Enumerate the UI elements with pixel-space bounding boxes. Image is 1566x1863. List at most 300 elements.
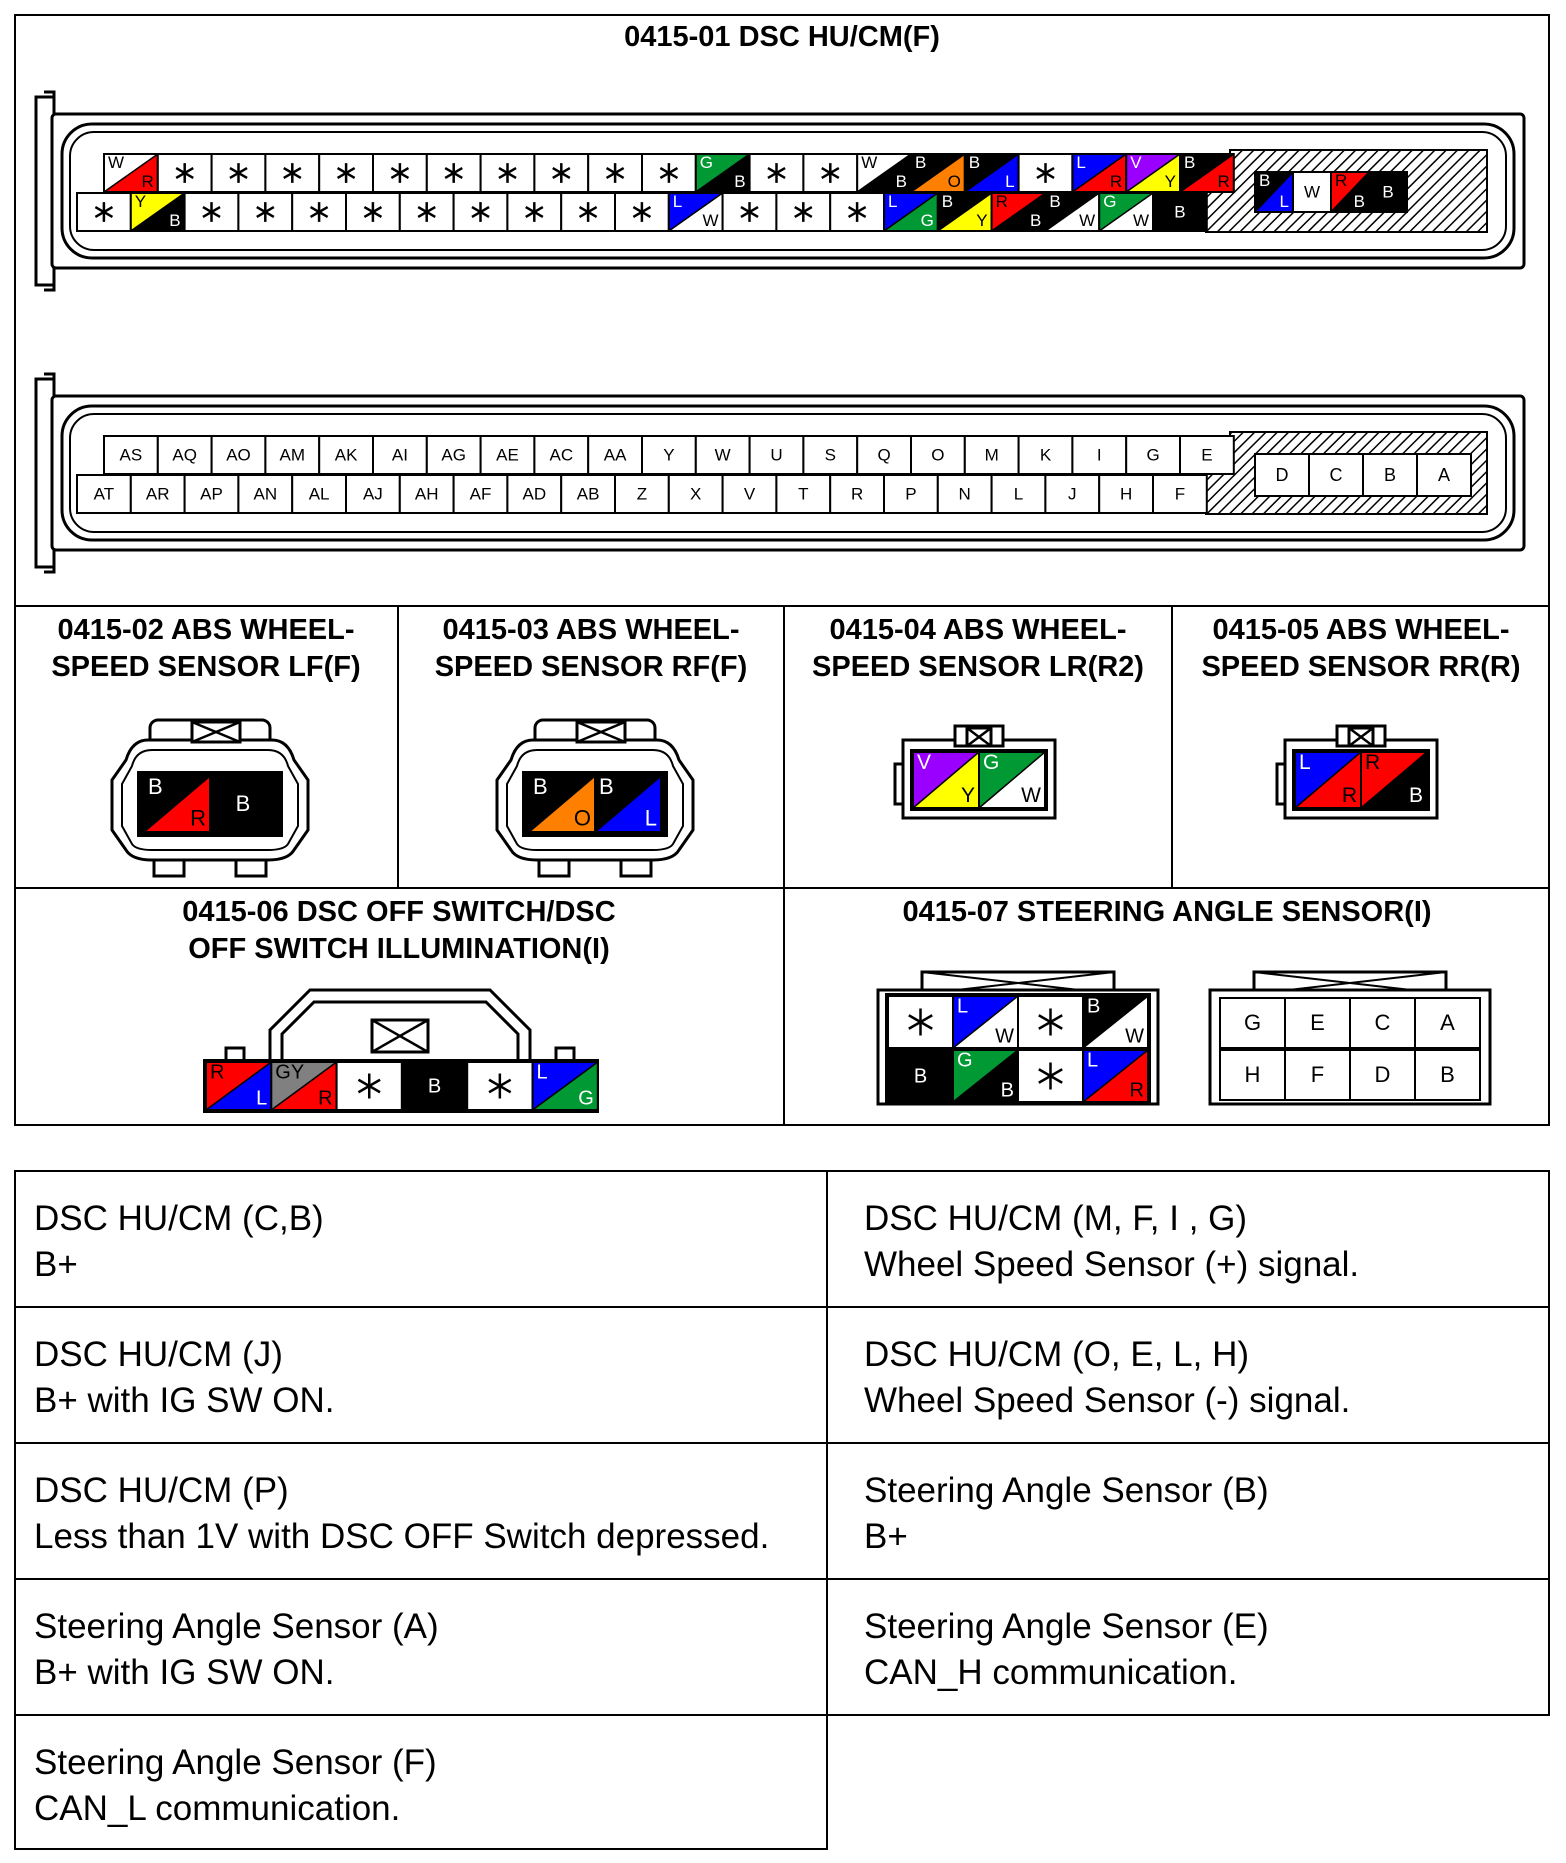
wire-color-label: B (1382, 182, 1394, 202)
c06-title-line2: OFF SWITCH ILLUMINATION(I) (188, 933, 610, 965)
wire-color-label: L (672, 191, 683, 211)
desc-cell (826, 1170, 1550, 1308)
wire-pin (953, 995, 1018, 1048)
pin-number: C (1374, 1009, 1391, 1035)
pin-number: W (714, 445, 731, 465)
pin-number: E (1310, 1009, 1325, 1035)
wire-color-label: L (256, 1087, 268, 1110)
pin-number: AJ (362, 484, 383, 504)
wire-pin (238, 193, 292, 231)
desc-line2: CAN_L communication. (34, 1789, 401, 1828)
wire-color-label: B (1174, 202, 1186, 222)
pin-number-cell (1220, 998, 1285, 1048)
pin-number-cell (857, 436, 911, 474)
wire-color-label: R (210, 1061, 225, 1084)
wire-pin (830, 193, 884, 231)
wire-pin (1295, 751, 1361, 808)
pin-number-cell (992, 475, 1046, 513)
wire-pin (210, 776, 276, 832)
wire-color-label: B (734, 172, 746, 192)
wire-color-label: R (141, 172, 154, 192)
wire-pin (1083, 1049, 1148, 1102)
wire-color-label: B (913, 1065, 928, 1088)
wire-pin (1083, 995, 1148, 1048)
pin-number-cell (1350, 998, 1415, 1048)
wire-pin (77, 193, 131, 231)
wire-pin (507, 193, 561, 231)
desc-line1: DSC HU/CM (O, E, L, H) (864, 1335, 1250, 1374)
wire-pin (1126, 153, 1180, 192)
wire-color-label: B (968, 152, 981, 172)
wire-pin (337, 1062, 402, 1110)
pin-number-cell (1220, 1050, 1285, 1100)
wire-pin (588, 154, 642, 192)
wire-color-label: L (1279, 192, 1289, 212)
connector-foot (154, 860, 184, 876)
pin-number: AA (603, 445, 627, 465)
wire-pin (265, 154, 319, 192)
wire-color-label: O (947, 172, 961, 192)
wire-pin (1369, 172, 1407, 212)
wire-pin (992, 192, 1046, 231)
connector-foot (621, 860, 651, 876)
desc-line2: B+ (864, 1517, 908, 1556)
c03-title-line1: 0415-03 ABS WHEEL- (442, 614, 740, 646)
wire-pin (888, 1050, 953, 1102)
c02-title-line2: SPEED SENSOR LF(F) (51, 651, 361, 683)
pin-number: G (1146, 445, 1160, 465)
wire-color-label: B (1259, 170, 1271, 190)
pin-number: Y (663, 445, 675, 465)
wire-color-label: L (957, 995, 969, 1018)
wire-pin (212, 154, 266, 192)
desc-line2: B+ with IG SW ON. (34, 1653, 335, 1692)
pin-number: AS (119, 445, 143, 465)
c01-title: 0415-01 DSC HU/CM(F) (624, 21, 940, 53)
wire-color-label: G (957, 1049, 973, 1072)
pin-number-cell (77, 475, 131, 513)
description-table (14, 1170, 1550, 1850)
wire-color-label: G (1103, 191, 1117, 211)
pin-number-cell (454, 475, 508, 513)
pin-number: J (1068, 484, 1077, 504)
wire-pin (1180, 153, 1234, 192)
wire-color-label: L (1087, 1049, 1099, 1072)
pin-number-cell (1363, 454, 1417, 496)
desc-cell (14, 1306, 828, 1444)
wire-color-label: R (1217, 172, 1230, 192)
wire-color-label: W (1021, 783, 1041, 807)
pin-number: AD (522, 484, 547, 504)
pin-number-cell (1099, 475, 1153, 513)
wire-color-label: B (941, 191, 954, 211)
pin-number-cell (1072, 436, 1126, 474)
wire-pin (750, 154, 804, 192)
lock-icon (192, 722, 240, 742)
wire-color-label: W (995, 1025, 1014, 1048)
wire-color-label: R (1365, 751, 1381, 775)
pin-number-cell (1180, 436, 1234, 474)
pin-number: X (690, 484, 702, 504)
pin-number-cell (669, 475, 723, 513)
wire-pin (615, 193, 669, 231)
wire-color-label: V (1130, 152, 1142, 172)
pin-number: AN (253, 484, 278, 504)
pin-number-cell (1255, 454, 1309, 496)
c05-title-line1: 0415-05 ABS WHEEL- (1212, 614, 1510, 646)
desc-line2: B+ with IG SW ON. (34, 1381, 335, 1420)
wire-pin (271, 1061, 336, 1110)
pin-number: L (1013, 484, 1024, 504)
wire-color-label: B (533, 773, 548, 799)
pin-number: O (931, 445, 945, 465)
wire-color-label: L (1005, 172, 1015, 192)
lock-icon (372, 1020, 428, 1052)
pin-number: G (1243, 1009, 1262, 1035)
wire-color-label: L (888, 191, 898, 211)
wire-color-label: W (702, 211, 719, 231)
wire-color-label: Y (960, 783, 975, 807)
wire-color-label: R (1335, 170, 1348, 190)
pin-number: AT (93, 484, 115, 504)
pin-number: F (1174, 484, 1186, 504)
c01-connector (36, 92, 1524, 572)
desc-cell (826, 1578, 1550, 1716)
wire-pin (131, 192, 185, 231)
pin-number: AB (576, 484, 600, 504)
pin-number-cell (400, 475, 454, 513)
wire-color-label: B (915, 152, 927, 172)
wire-color-label: G (578, 1087, 594, 1110)
pin-number-cell (1415, 998, 1480, 1048)
wire-pin (1072, 153, 1126, 192)
pin-number-cell (104, 436, 158, 474)
wire-pin (534, 154, 588, 192)
wire-color-label: B (1408, 783, 1423, 807)
wire-color-label: L (536, 1061, 548, 1084)
pin-number: AF (469, 484, 492, 504)
wire-color-label: R (1341, 783, 1357, 807)
pin-number-cell (1417, 454, 1471, 496)
desc-line1: Steering Angle Sensor (B) (864, 1471, 1269, 1510)
wire-pin (1293, 172, 1331, 212)
lock-icon (1349, 728, 1373, 746)
pin-number-cell (346, 475, 400, 513)
wire-pin (346, 193, 400, 231)
pin-number-cell (938, 475, 992, 513)
pin-number-cell (830, 475, 884, 513)
pin-number-cell (1415, 1050, 1480, 1100)
desc-cell (14, 1714, 828, 1850)
pin-number-cell (911, 436, 965, 474)
desc-line1: Steering Angle Sensor (E) (864, 1607, 1269, 1646)
wire-pin (911, 153, 965, 192)
c03-title-line2: SPEED SENSOR RF(F) (434, 651, 748, 683)
c04-title-line2: SPEED SENSOR LR(R2) (812, 651, 1144, 683)
desc-cell (14, 1442, 828, 1580)
pin-number: V (743, 484, 756, 504)
wire-color-label: W (1125, 1025, 1144, 1048)
pin-number: Q (877, 445, 891, 465)
desc-line2: CAN_H communication. (864, 1653, 1238, 1692)
pin-number-cell (965, 436, 1019, 474)
pin-number-cell (1285, 1050, 1350, 1100)
wire-color-label: Y (1164, 172, 1176, 192)
pin-number-cell (776, 475, 830, 513)
wire-pin (803, 154, 857, 192)
pin-number: AG (441, 445, 466, 465)
wire-pin (953, 1049, 1018, 1102)
wire-color-label: L (1076, 152, 1086, 172)
pin-number: N (958, 484, 971, 504)
wire-color-label: G (983, 751, 1000, 775)
pin-number: T (798, 484, 809, 504)
wire-color-label: Y (976, 211, 988, 231)
pin-number: M (984, 445, 999, 465)
wire-color-label: W (1079, 211, 1096, 231)
c07-title: 0415-07 STEERING ANGLE SENSOR(I) (902, 896, 1432, 928)
pin-number-cell (158, 436, 212, 474)
wire-pin (402, 1062, 467, 1110)
pin-number: B (1440, 1061, 1455, 1087)
c06-connector (204, 990, 598, 1112)
wire-pin (669, 192, 723, 231)
desc-cell (14, 1578, 828, 1716)
wire-color-label: B (148, 773, 163, 799)
pin-number-cell (723, 475, 777, 513)
desc-line2: Wheel Speed Sensor (-) signal. (864, 1381, 1351, 1420)
wire-pin (888, 996, 953, 1048)
wire-pin (1331, 171, 1369, 212)
wire-color-label: G (920, 211, 934, 231)
pin-number: AH (414, 484, 439, 504)
pin-number-cell (696, 436, 750, 474)
wire-pin (642, 154, 696, 192)
wire-pin (938, 192, 992, 231)
pin-number: B (1383, 464, 1397, 485)
wire-color-label: L (1299, 751, 1311, 775)
pin-number-cell (884, 475, 938, 513)
pin-number-cell (750, 436, 804, 474)
pin-number: K (1039, 445, 1052, 465)
pin-number-cell (1309, 454, 1363, 496)
lock-icon (577, 722, 625, 742)
desc-line2: Less than 1V with DSC OFF Switch depressed. (34, 1517, 770, 1556)
wire-pin (1018, 1050, 1083, 1102)
c03-connector (497, 720, 693, 876)
pin-number-cell (561, 475, 615, 513)
pin-number-cell (427, 436, 481, 474)
wire-color-label: W (108, 152, 125, 172)
pin-number-cell (1350, 1050, 1415, 1100)
pin-number-cell (481, 436, 535, 474)
desc-cell (14, 1170, 828, 1308)
pin-number-cell (1019, 436, 1073, 474)
pin-number: U (770, 445, 783, 465)
wire-color-label: B (599, 773, 614, 799)
pin-number: F (1310, 1061, 1325, 1087)
wire-color-label: B (1184, 152, 1196, 172)
wire-pin (319, 154, 373, 192)
wire-pin (427, 154, 481, 192)
c02-connector (112, 720, 308, 876)
pin-number: AL (308, 484, 330, 504)
pin-number: AE (496, 445, 519, 465)
pin-number: Z (636, 484, 648, 504)
pin-number: C (1329, 464, 1343, 485)
wire-color-label: B (1030, 211, 1042, 231)
wire-color-label: W (861, 152, 878, 172)
desc-line1: DSC HU/CM (M, F, I , G) (864, 1199, 1248, 1238)
wire-pin (158, 154, 212, 192)
wire-color-label: R (995, 191, 1008, 211)
wire-color-label: O (573, 805, 591, 831)
pin-number-cell (588, 436, 642, 474)
wire-color-label: L (644, 805, 657, 831)
pin-number-cell (1045, 475, 1099, 513)
wire-color-label: W (1132, 211, 1149, 231)
wire-pin (481, 154, 535, 192)
pin-number-cell (265, 436, 319, 474)
desc-cell (826, 1442, 1550, 1580)
pin-number-cell (803, 436, 857, 474)
wire-pin (400, 193, 454, 231)
wire-pin (1153, 193, 1207, 231)
c02-title-line1: 0415-02 ABS WHEEL- (57, 614, 355, 646)
pin-number: E (1201, 445, 1213, 465)
desc-line1: Steering Angle Sensor (F) (34, 1743, 437, 1782)
pin-number: P (905, 484, 917, 504)
wire-color-label: V (917, 751, 932, 775)
c05-connector (1277, 726, 1437, 818)
pin-number: H (1119, 484, 1133, 504)
wire-color-label: B (1000, 1079, 1014, 1102)
wire-pin (454, 193, 508, 231)
pin-number-cell (373, 436, 427, 474)
pin-number-cell (131, 475, 185, 513)
desc-line2: B+ (34, 1245, 78, 1284)
pin-number: AK (334, 445, 358, 465)
desc-cell (826, 1306, 1550, 1444)
pin-number: H (1244, 1061, 1261, 1087)
wire-pin (1099, 192, 1153, 231)
pin-number-cell (615, 475, 669, 513)
c06-title-line1: 0415-06 DSC OFF SWITCH/DSC (182, 896, 616, 928)
wire-pin (884, 192, 938, 231)
wire-pin (723, 193, 777, 231)
pin-number-cell (642, 436, 696, 474)
desc-line1: DSC HU/CM (P) (34, 1471, 289, 1510)
wire-pin (373, 154, 427, 192)
wire-color-label: B (235, 790, 251, 816)
pin-number: A (1440, 1009, 1455, 1035)
pin-number-cell (1285, 998, 1350, 1048)
wire-pin (857, 153, 911, 192)
wire-color-label: G (699, 152, 714, 172)
wire-pin (1018, 996, 1083, 1048)
wire-pin (467, 1062, 532, 1110)
wire-pin (1361, 751, 1427, 808)
c04-title-line1: 0415-04 ABS WHEEL- (829, 614, 1127, 646)
connector-foot (539, 860, 569, 876)
wire-color-label: B (1049, 191, 1061, 211)
desc-line1: Steering Angle Sensor (A) (34, 1607, 439, 1646)
wire-pin (1019, 154, 1073, 192)
wire-pin (104, 153, 158, 192)
desc-line2: Wheel Speed Sensor (+) signal. (864, 1245, 1360, 1284)
pin-number-cell (292, 475, 346, 513)
pin-number-cell (1153, 475, 1207, 513)
c04-connector (895, 726, 1055, 818)
pin-number-cell (238, 475, 292, 513)
pin-number: AR (145, 484, 170, 504)
wire-color-label: GY (275, 1061, 305, 1084)
pin-number: I (1096, 445, 1102, 465)
pin-number: S (824, 445, 836, 465)
wire-pin (144, 774, 210, 832)
wire-color-label: B (1087, 995, 1101, 1018)
pin-number: R (850, 484, 864, 504)
wire-pin (292, 193, 346, 231)
wire-color-label: R (190, 805, 206, 831)
pin-number-cell (212, 436, 266, 474)
wire-color-label: B (895, 172, 907, 192)
pin-number: AM (279, 445, 306, 465)
c05-title-line2: SPEED SENSOR RR(R) (1201, 651, 1521, 683)
pin-number: AP (200, 484, 223, 504)
wire-color-label: W (1303, 182, 1321, 202)
wire-pin (185, 193, 239, 231)
pin-number-cell (185, 475, 239, 513)
pin-number: D (1374, 1061, 1391, 1087)
pin-number-cell (507, 475, 561, 513)
connector-foot (236, 860, 266, 876)
wire-color-label: B (169, 211, 181, 231)
pin-number: AQ (172, 445, 197, 465)
wire-color-label: B (427, 1075, 442, 1098)
pin-number-cell (319, 436, 373, 474)
wire-pin (979, 751, 1045, 808)
pin-number: AC (549, 445, 574, 465)
pin-number-cell (534, 436, 588, 474)
wire-pin (595, 774, 661, 832)
pin-number: AI (391, 445, 408, 465)
pin-number: AO (226, 445, 251, 465)
wire-pin (965, 153, 1019, 192)
pin-number-cell (1126, 436, 1180, 474)
c07-connector (878, 972, 1490, 1104)
wire-pin (1045, 192, 1099, 231)
wire-pin (696, 153, 750, 192)
wire-color-label: R (318, 1087, 333, 1110)
desc-line1: DSC HU/CM (J) (34, 1335, 283, 1374)
desc-line1: DSC HU/CM (C,B) (34, 1199, 324, 1238)
wire-pin (533, 1061, 598, 1110)
lock-icon (967, 728, 991, 746)
wire-pin (913, 751, 979, 808)
wire-color-label: B (1353, 192, 1365, 212)
pin-number: D (1275, 464, 1289, 485)
pin-number: A (1437, 464, 1451, 485)
wire-pin (529, 774, 595, 832)
wire-pin (776, 193, 830, 231)
wire-color-label: R (1109, 172, 1123, 192)
wire-pin (1255, 171, 1293, 212)
wire-pin (561, 193, 615, 231)
wire-color-label: Y (134, 191, 147, 211)
wire-pin (206, 1061, 271, 1110)
wire-color-label: R (1129, 1079, 1144, 1102)
